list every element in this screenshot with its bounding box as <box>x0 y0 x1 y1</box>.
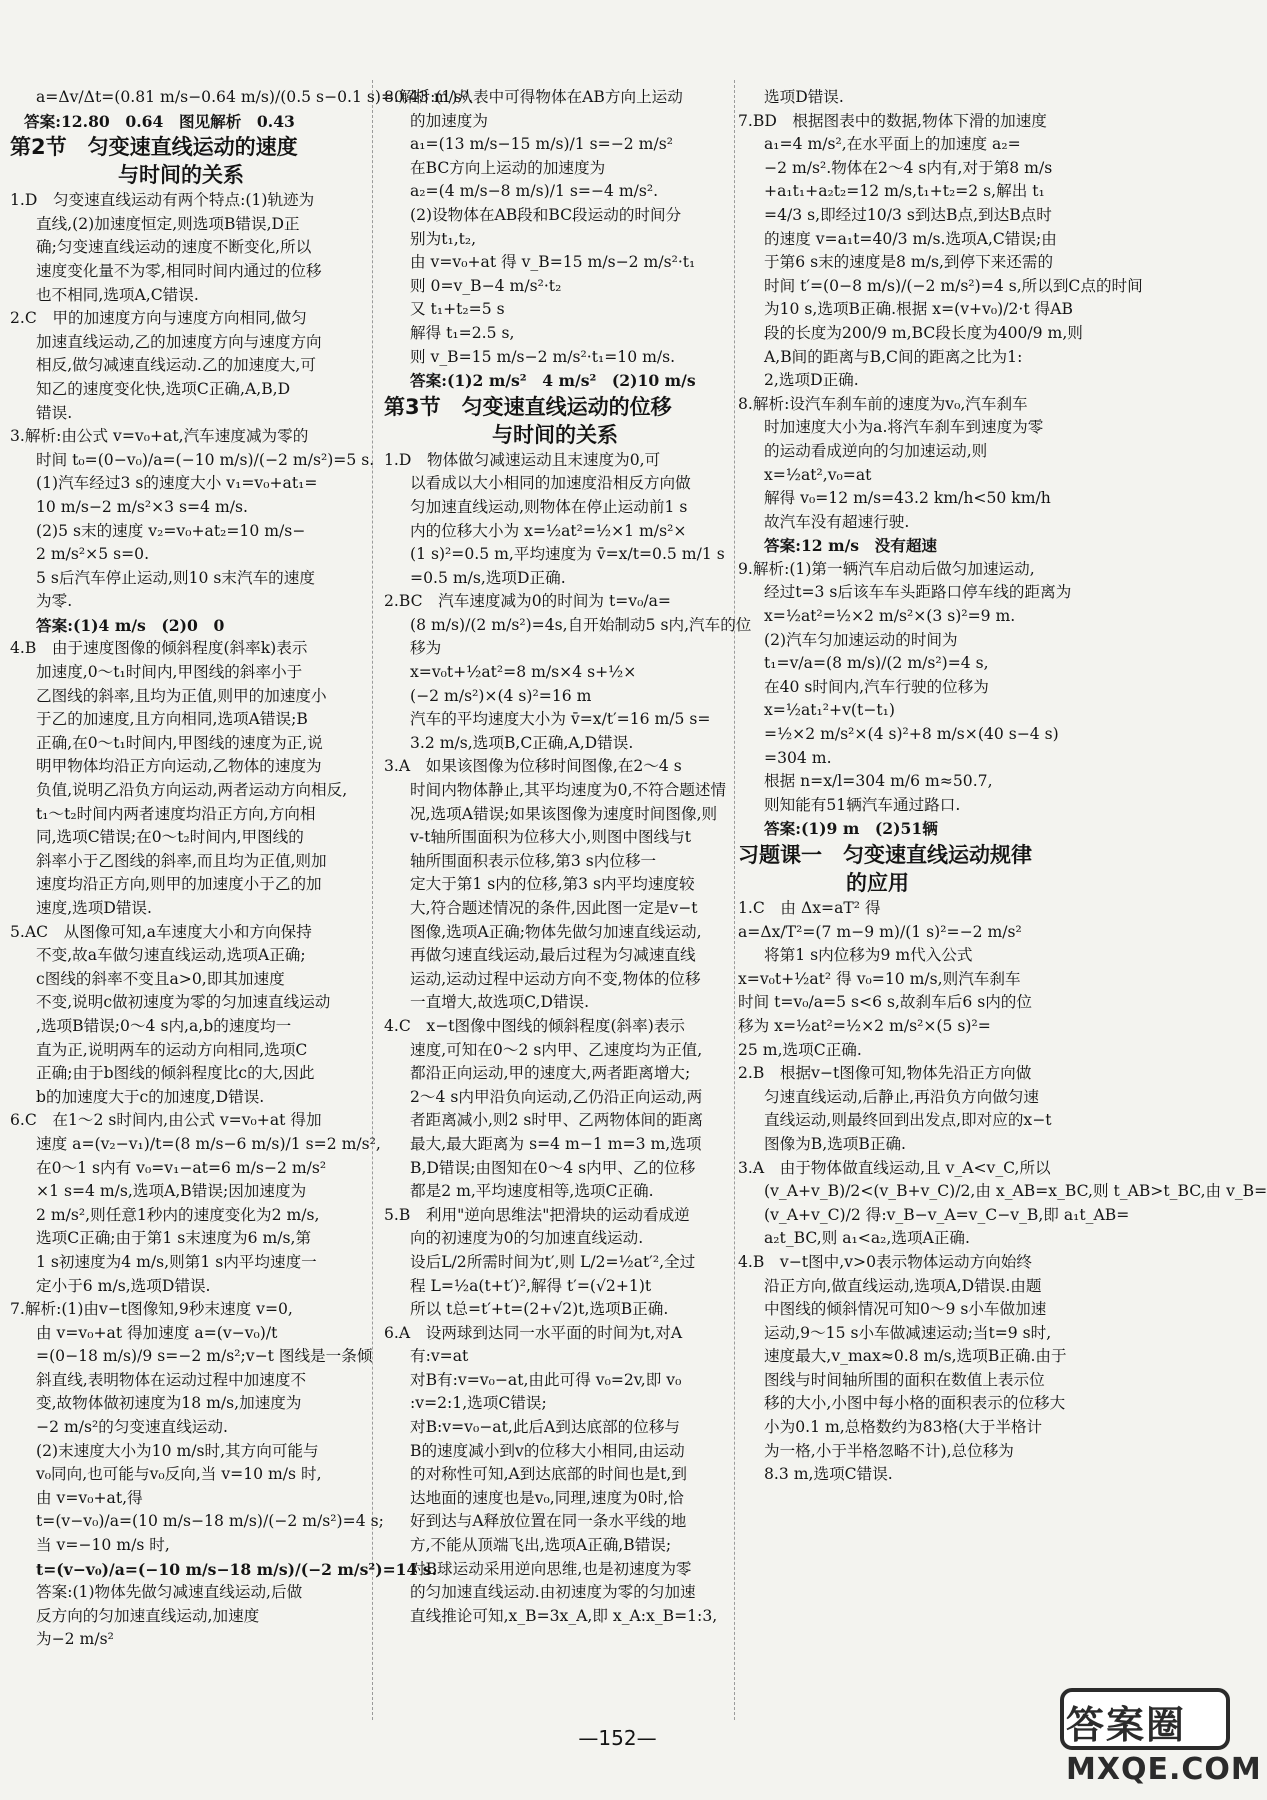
section-title: 与时间的关系 <box>118 163 244 188</box>
text-line: c图线的斜率不变且a>0,即其加速度 <box>36 969 285 988</box>
text-line: 沿正方向,做直线运动,选项A,D错误.由题 <box>764 1276 1042 1295</box>
text-line: x=v₀t+½at² 得 v₀=10 m/s,则汽车刹车 <box>738 969 1021 988</box>
text-line: 8.3 m,选项C错误. <box>764 1465 893 1484</box>
text-line: 一直增大,故选项C,D错误. <box>410 993 590 1012</box>
text-line: 2 m/s²×5 s=0. <box>36 545 150 564</box>
text-line: 速度,可知在0～2 s内甲、乙速度均为正值, <box>410 1040 703 1059</box>
text-line: (1 s)²=0.5 m,平均速度为 v̄=x/t=0.5 m/1 s <box>410 545 725 564</box>
text-line: 运动,运动过程中运动方向不变,物体的位移 <box>410 969 701 988</box>
column-middle <box>384 86 752 1716</box>
text-line: 的运动看成逆向的匀加速运动,则 <box>764 441 988 460</box>
answer-line: 答案:12.80 0.64 图见解析 0.43 <box>24 111 295 131</box>
text-line: 再做匀速直线运动,最后过程为匀减速直线 <box>410 946 696 965</box>
text-line: 正确,在0～t₁时间内,甲图线的速度为正,说 <box>36 733 323 752</box>
text-line: 则 0=v_B−4 m/s²·t₂ <box>410 276 562 295</box>
answer-line: 答案:(1)2 m/s² 4 m/s² (2)10 m/s <box>410 371 696 391</box>
text-line: 都是2 m,平均速度相等,选项C正确. <box>410 1182 654 1201</box>
text-line: 4.B v−t图中,v>0表示物体运动方向始终 <box>738 1252 1032 1271</box>
text-line: 5.B 利用"逆向思维法"把滑块的运动看成逆 <box>384 1205 690 1224</box>
text-line: 速度 a=(v₂−v₁)/t=(8 m/s−6 m/s)/1 s=2 m/s², <box>36 1134 381 1153</box>
text-line: 好到达与A释放位置在同一条水平线的地 <box>410 1512 687 1531</box>
text-line: 7.BD 根据图表中的数据,物体下滑的加速度 <box>738 111 1047 130</box>
text-line: 又 t₁+t₂=5 s <box>410 300 505 319</box>
text-line: 错误. <box>36 403 73 422</box>
text-line: 小为0.1 m,总格数约为83格(大于半格计 <box>764 1418 1043 1437</box>
text-line: 加速直线运动,乙的加速度方向与速度方向 <box>36 332 322 351</box>
answer-line: 答案:(1)4 m/s (2)0 0 <box>36 615 225 635</box>
text-line: 则知能有51辆汽车通过路口. <box>764 795 961 814</box>
text-line: (v_A+v_B)/2<(v_B+v_C)/2,由 x_AB=x_BC,则 t_AB>t_BC,由 v_B= <box>764 1182 1267 1201</box>
text-line: 相反,做匀减速直线运动.乙的加速度大,可 <box>36 356 316 375</box>
text-line: 时加速度大小为a.将汽车刹车到速度为零 <box>764 418 1044 437</box>
text-line: 为−2 m/s² <box>36 1630 114 1649</box>
text-line: 定大于第1 s内的位移,第3 s内平均速度较 <box>410 875 695 894</box>
text-line: 4.C x−t图像中图线的倾斜程度(斜率)表示 <box>384 1016 686 1035</box>
text-line: 1.D 匀变速直线运动有两个特点:(1)轨迹为 <box>10 191 315 210</box>
text-line: 段的长度为200/9 m,BC段长度为400/9 m,则 <box>764 323 1083 342</box>
text-line: 图像为B,选项B正确. <box>764 1134 906 1153</box>
text-line: 的速度 v=a₁t=40/3 m/s.选项A,C错误;由 <box>764 229 1057 248</box>
text-line: a=Δx/T²=(7 m−9 m)/(1 s)²=−2 m/s² <box>738 922 1022 941</box>
text-line: 2,选项D正确. <box>764 371 859 390</box>
text-line: 变,故物体做初速度为18 m/s,加速度为 <box>36 1394 302 1413</box>
text-line: 答案:(1)物体先做匀减速直线运动,后做 <box>36 1583 303 1602</box>
text-line: 况,选项A错误;如果该图像为速度时间图像,则 <box>410 804 718 823</box>
text-line: B,D错误;由图知在0～4 s内甲、乙的位移 <box>410 1158 696 1177</box>
text-line: 直线运动,则最终回到出发点,即对应的x−t <box>764 1111 1052 1130</box>
text-line: x=½at²=½×2 m/s²×(3 s)²=9 m. <box>764 607 1016 626</box>
text-line: 速度,选项D错误. <box>36 899 152 917</box>
column-divider <box>372 80 373 1720</box>
text-line: 4.B 由于速度图像的倾斜程度(斜率k)表示 <box>10 639 308 658</box>
column-divider <box>734 80 735 1720</box>
text-line: =4/3 s,即经过10/3 s到达B点,到达B点时 <box>764 205 1052 224</box>
text-line: 2.BC 汽车速度减为0的时间为 t=v₀/a= <box>384 592 671 611</box>
column-right <box>738 86 1267 1716</box>
text-line: 则 v_B=15 m/s−2 m/s²·t₁=10 m/s. <box>410 347 676 366</box>
text-line: t₁=v/a=(8 m/s)/(2 m/s²)=4 s, <box>764 654 989 673</box>
text-line: 知乙的速度变化快,选项C正确,A,B,D <box>36 379 291 398</box>
text-line: 直线,(2)加速度恒定,则选项B错误,D正 <box>36 214 300 233</box>
text-line: 于第6 s末的速度是8 m/s,到停下来还需的 <box>764 253 1054 272</box>
text-line: 方,不能从顶端飞出,选项A正确,B错误; <box>410 1536 672 1555</box>
section-title: 第3节 匀变速直线运动的位移 <box>384 394 672 419</box>
text-line: 者距离减小,则2 s时甲、乙两物体间的距离 <box>410 1111 703 1130</box>
text-line: 由 v=v₀+at,得 <box>36 1488 143 1507</box>
text-line: 加速度,0～t₁时间内,甲图线的斜率小于 <box>36 663 303 682</box>
text-line: B的速度减小到v的位移大小相同,由运动 <box>410 1441 685 1460</box>
text-line: =½×2 m/s²×(4 s)²+8 m/s×(40 s−4 s) <box>764 725 1059 744</box>
text-line: 经过t=3 s后该车车头距路口停车线的距离为 <box>764 583 1072 602</box>
text-line: 反方向的匀加速直线运动,加速度 <box>36 1606 260 1625</box>
text-line: (2)5 s末的速度 v₂=v₀+at₂=10 m/s− <box>36 521 306 540</box>
text-line: 正确;由于b图线的倾斜程度比c的大,因此 <box>36 1064 315 1083</box>
text-line: 速度最大,v_max≈0.8 m/s,选项B正确.由于 <box>764 1347 1067 1366</box>
text-line: t=(v−v₀)/a=(10 m/s−18 m/s)/(−2 m/s²)=4 s; <box>36 1512 384 1531</box>
text-line: 在0～1 s内有 v₀=v₁−at=6 m/s−2 m/s² <box>36 1158 327 1177</box>
text-line: 选项C正确;由于第1 s末速度为6 m/s,第 <box>36 1229 312 1248</box>
text-line: 对B球运动采用逆向思维,也是初速度为零 <box>410 1559 692 1578</box>
text-line: 同,选项C错误;在0～t₂时间内,甲图线的 <box>36 828 304 847</box>
text-line: t₁～t₂时间内两者速度均沿正方向,方向相 <box>36 804 316 823</box>
text-line: 有:v=at <box>410 1347 469 1366</box>
text-line: (2)汽车匀加速运动的时间为 <box>764 630 958 649</box>
text-line: 时间 t′=(0−8 m/s)/(−2 m/s²)=4 s,所以到C点的时间 <box>764 276 1143 295</box>
text-line: 别为t₁,t₂, <box>410 229 477 248</box>
text-line: 8.解析:设汽车刹车前的速度为v₀,汽车刹车 <box>738 394 1028 413</box>
text-line: 的对称性可知,A到达底部的时间也是t,到 <box>410 1465 687 1484</box>
text-line: 2 m/s²,则任意1秒内的速度变化为2 m/s, <box>36 1205 320 1224</box>
text-line: 速度变化量不为零,相同时间内通过的位移 <box>36 261 322 280</box>
text-line: 所以 t总=t′+t=(2+√2)t,选项B正确. <box>410 1300 669 1319</box>
text-line: (8 m/s)/(2 m/s²)=4s,自开始制动5 s内,汽车的位 <box>410 615 752 634</box>
text-line: 故汽车没有超速行驶. <box>764 512 910 531</box>
text-line: 选项D错误. <box>764 88 844 106</box>
text-line: 都沿正向运动,甲的速度大,两者距离增大; <box>410 1064 691 1083</box>
text-line: 为10 s,选项B正确.根据 x=(v+v₀)/2·t 得AB <box>764 300 1073 319</box>
text-line: 3.解析:由公式 v=v₀+at,汽车速度减为零的 <box>10 427 309 446</box>
text-line: =0.5 m/s,选项D正确. <box>410 568 566 587</box>
text-line: 由 v=v₀+at 得 v_B=15 m/s−2 m/s²·t₁ <box>410 253 696 272</box>
text-line: a₁=4 m/s²,在水平面上的加速度 a₂= <box>764 135 1021 154</box>
text-line: 为一格,小于半格忽略不计),总位移为 <box>764 1441 1014 1460</box>
text-line: 设后L/2所需时间为t′,则 L/2=½at′²,全过 <box>410 1252 696 1271</box>
text-line: 轴所围面积表示位移,第3 s内位移一 <box>410 851 657 870</box>
text-line: 为零. <box>36 592 73 611</box>
text-line: 直为正,说明两车的运动方向相同,选项C <box>36 1040 308 1059</box>
text-line: +a₁t₁+a₂t₂=12 m/s,t₁+t₂=2 s,解出 t₁ <box>764 182 1045 201</box>
text-line: 明甲物体均沿正方向运动,乙物体的速度为 <box>36 757 322 776</box>
text-line: 达地面的速度也是v₀,同理,速度为0时,恰 <box>410 1488 684 1507</box>
text-line: 1.D 物体做匀减速运动且末速度为0,可 <box>384 450 661 469</box>
text-line: 1.C 由 Δx=aT² 得 <box>738 899 881 917</box>
text-line: 7.解析:(1)由v−t图像知,9秒末速度 v=0, <box>10 1300 293 1319</box>
text-line: 3.A 如果该图像为位移时间图像,在2～4 s <box>384 757 682 776</box>
text-line: 内的位移大小为 x=½at²=½×1 m/s²× <box>410 521 687 540</box>
text-line: 的匀加速直线运动.由初速度为零的匀加速 <box>410 1583 696 1602</box>
text-line: 移的大小,小图中每小格的面积表示的位移大 <box>764 1394 1066 1413</box>
text-line: 1 s初速度为4 m/s,则第1 s内平均速度一 <box>36 1252 317 1271</box>
text-line: 不变,故a车做匀速直线运动,选项A正确; <box>36 946 306 965</box>
section-title: 第2节 匀变速直线运动的速度 <box>10 135 298 160</box>
text-line: x=v₀t+½at²=8 m/s×4 s+½× <box>410 663 637 682</box>
text-line: 8.解析:(1)从表中可得物体在AB方向上运动 <box>384 88 683 106</box>
text-line: 时间 t₀=(0−v₀)/a=(−10 m/s)/(−2 m/s²)=5 s. <box>36 450 375 469</box>
text-line: x=½at²,v₀=at <box>764 465 872 484</box>
text-line: a=Δv/Δt=(0.81 m/s−0.64 m/s)/(0.5 s−0.1 s)=0.43 m/s². <box>36 88 473 106</box>
text-line: 匀速直线运动,后静止,再沿负方向做匀速 <box>764 1087 1040 1106</box>
text-line: 于乙的加速度,且方向相同,选项A错误;B <box>36 710 308 729</box>
text-line: 直线推论可知,x_B=3x_A,即 x_A:x_B=1:3, <box>410 1606 718 1625</box>
text-line: ×1 s=4 m/s,选项A,B错误;因加速度为 <box>36 1182 307 1201</box>
text-line: 3.2 m/s,选项B,C正确,A,D错误. <box>410 733 634 752</box>
text-line: 斜直线,表明物体在运动过程中加速度不 <box>36 1370 307 1389</box>
text-line: v-t轴所围面积为位移大小,则图中图线与t <box>410 828 692 847</box>
text-line: 定小于6 m/s,选项D错误. <box>36 1276 211 1295</box>
text-line: 中图线的倾斜情况可知0～9 s小车做加速 <box>764 1300 1047 1319</box>
text-line: 根据 n=x/l=304 m/6 m≈50.7, <box>764 772 993 791</box>
text-line: 当 v=−10 m/s 时, <box>36 1536 170 1555</box>
text-line: 程 L=½a(t+t′)²,解得 t′=(√2+1)t <box>410 1276 652 1295</box>
answer-line: 答案:12 m/s 没有超速 <box>764 536 938 556</box>
text-line: 2.C 甲的加速度方向与速度方向相同,做匀 <box>10 309 307 328</box>
text-line: 对B有:v=v₀−at,由此可得 v₀=2v,即 v₀ <box>410 1370 682 1389</box>
watermark-logo-text: 答案圈 <box>1066 1703 1187 1747</box>
section-title: 习题课一 匀变速直线运动规律 <box>738 843 1032 867</box>
text-line: 斜率小于乙图线的斜率,而且均为正值,则加 <box>36 851 327 870</box>
text-line: 汽车的平均速度大小为 v̄=x/t′=16 m/5 s= <box>410 710 711 729</box>
text-line: 5 s后汽车停止运动,则10 s末汽车的速度 <box>36 568 315 587</box>
text-line: a₁=(13 m/s−15 m/s)/1 s=−2 m/s² <box>410 135 673 154</box>
section-title: 的应用 <box>846 871 909 895</box>
text-line: 在40 s时间内,汽车行驶的位移为 <box>764 677 989 696</box>
text-line: 时间 t=v₀/a=5 s<6 s,故刹车后6 s内的位 <box>738 993 1032 1012</box>
text-line: 不变,说明c做初速度为零的匀加速直线运动 <box>36 993 331 1012</box>
text-line: 的加速度为 <box>410 111 488 130</box>
text-line: 负值,说明乙沿负方向运动,两者运动方向相反, <box>36 781 348 800</box>
text-line: −2 m/s².物体在2～4 s内有,对于第8 m/s <box>764 158 1053 177</box>
page-number: —152— <box>578 1726 657 1750</box>
text-line: 在BC方向上运动的加速度为 <box>410 158 606 177</box>
text-line: a₂=(4 m/s−8 m/s)/1 s=−4 m/s². <box>410 182 659 201</box>
section-title: 与时间的关系 <box>492 422 618 447</box>
text-line: (1)汽车经过3 s的速度大小 v₁=v₀+at₁= <box>36 474 318 493</box>
text-line: 速度均沿正方向,则甲的加速度小于乙的加 <box>36 875 322 894</box>
text-line: 3.A 由于物体做直线运动,且 v_A<v_C,所以 <box>738 1158 1051 1177</box>
text-line: 最大,最大距离为 s=4 m−1 m=3 m,选项 <box>410 1134 702 1153</box>
text-line: 图像,选项A正确;物体先做匀加速直线运动, <box>410 922 702 941</box>
text-line: 图线与时间轴所围的面积在数值上表示位 <box>764 1370 1045 1389</box>
text-line: 解得 v₀=12 m/s=43.2 km/h<50 km/h <box>764 489 1051 508</box>
text-line: 2～4 s内甲沿负向运动,乙仍沿正向运动,两 <box>410 1087 703 1106</box>
text-line: 9.解析:(1)第一辆汽车启动后做匀加速运动, <box>738 559 1035 578</box>
text-line: 时间内物体静止,其平均速度为0,不符合题述情 <box>410 781 727 800</box>
watermark-url: MXQE.COM <box>1066 1752 1262 1787</box>
text-line: 确;匀变速直线运动的速度不断变化,所以 <box>36 238 312 257</box>
text-line: a₂t_BC,则 a₁<a₂,选项A正确. <box>764 1229 970 1248</box>
text-line: =(0−18 m/s)/9 s=−2 m/s²;v−t 图线是一条倾 <box>36 1347 373 1366</box>
text-line: 5.AC 从图像可知,a车速度大小和方向保持 <box>10 922 312 941</box>
text-line: 也不相同,选项A,C错误. <box>36 285 199 304</box>
text-line: 2.B 根据v−t图像可知,物体先沿正方向做 <box>738 1064 1032 1083</box>
text-line: ,选项B错误;0～4 s内,a,b的速度均一 <box>36 1016 292 1035</box>
text-line: (−2 m/s²)×(4 s)²=16 m <box>410 686 592 705</box>
text-line: b的加速度大于c的加速度,D错误. <box>36 1087 265 1106</box>
text-line: A,B间的距离与B,C间的距离之比为1: <box>764 347 1023 366</box>
text-line: 以看成以大小相同的加速度沿相反方向做 <box>410 474 691 493</box>
text-line: 25 m,选项C正确. <box>738 1040 862 1059</box>
text-line: 6.A 设两球到达同一水平面的时间为t,对A <box>384 1323 683 1342</box>
text-line: 向的初速度为0的匀加速直线运动. <box>410 1229 644 1248</box>
text-line: 大,符合题述情况的条件,因此图一定是v−t <box>410 899 698 917</box>
text-line: 对B:v=v₀−at,此后A到达底部的位移与 <box>410 1418 681 1437</box>
text-line: :v=2:1,选项C错误; <box>410 1394 547 1413</box>
text-line: =304 m. <box>764 748 832 767</box>
text-line: 6.C 在1～2 s时间内,由公式 v=v₀+at 得加 <box>10 1111 322 1130</box>
text-line: 10 m/s−2 m/s²×3 s=4 m/s. <box>36 497 248 516</box>
text-line: 移为 x=½at²=½×2 m/s²×(5 s)²= <box>738 1016 991 1035</box>
answer-line: t=(v−v₀)/a=(−10 m/s−18 m/s)/(−2 m/s²)=14 s. <box>36 1559 438 1579</box>
text-line: v₀同向,也可能与v₀反向,当 v=10 m/s 时, <box>36 1465 322 1484</box>
text-line: 运动,9～15 s小车做减速运动;当t=9 s时, <box>764 1323 1052 1342</box>
text-line: 匀加速直线运动,则物体在停止运动前1 s <box>410 497 688 516</box>
text-line: x=½at₁²+v(t−t₁) <box>764 701 895 720</box>
text-line: 移为 <box>410 639 442 658</box>
text-line: (2)设物体在AB段和BC段运动的时间分 <box>410 205 682 224</box>
text-line: (2)末速度大小为10 m/s时,其方向可能与 <box>36 1441 319 1460</box>
text-line: 由 v=v₀+at 得加速度 a=(v−v₀)/t <box>36 1323 278 1342</box>
watermark-logo <box>1060 1688 1262 1794</box>
text-line: 乙图线的斜率,且均为正值,则甲的加速度小 <box>36 686 327 705</box>
text-line: (v_A+v_C)/2 得:v_B−v_A=v_C−v_B,即 a₁t_AB= <box>764 1205 1130 1224</box>
text-line: 解得 t₁=2.5 s, <box>410 323 515 342</box>
text-line: 将第1 s内位移为9 m代入公式 <box>764 946 973 965</box>
text-line: −2 m/s²的匀变速直线运动. <box>36 1418 228 1437</box>
answer-line: 答案:(1)9 m (2)51辆 <box>764 819 938 839</box>
